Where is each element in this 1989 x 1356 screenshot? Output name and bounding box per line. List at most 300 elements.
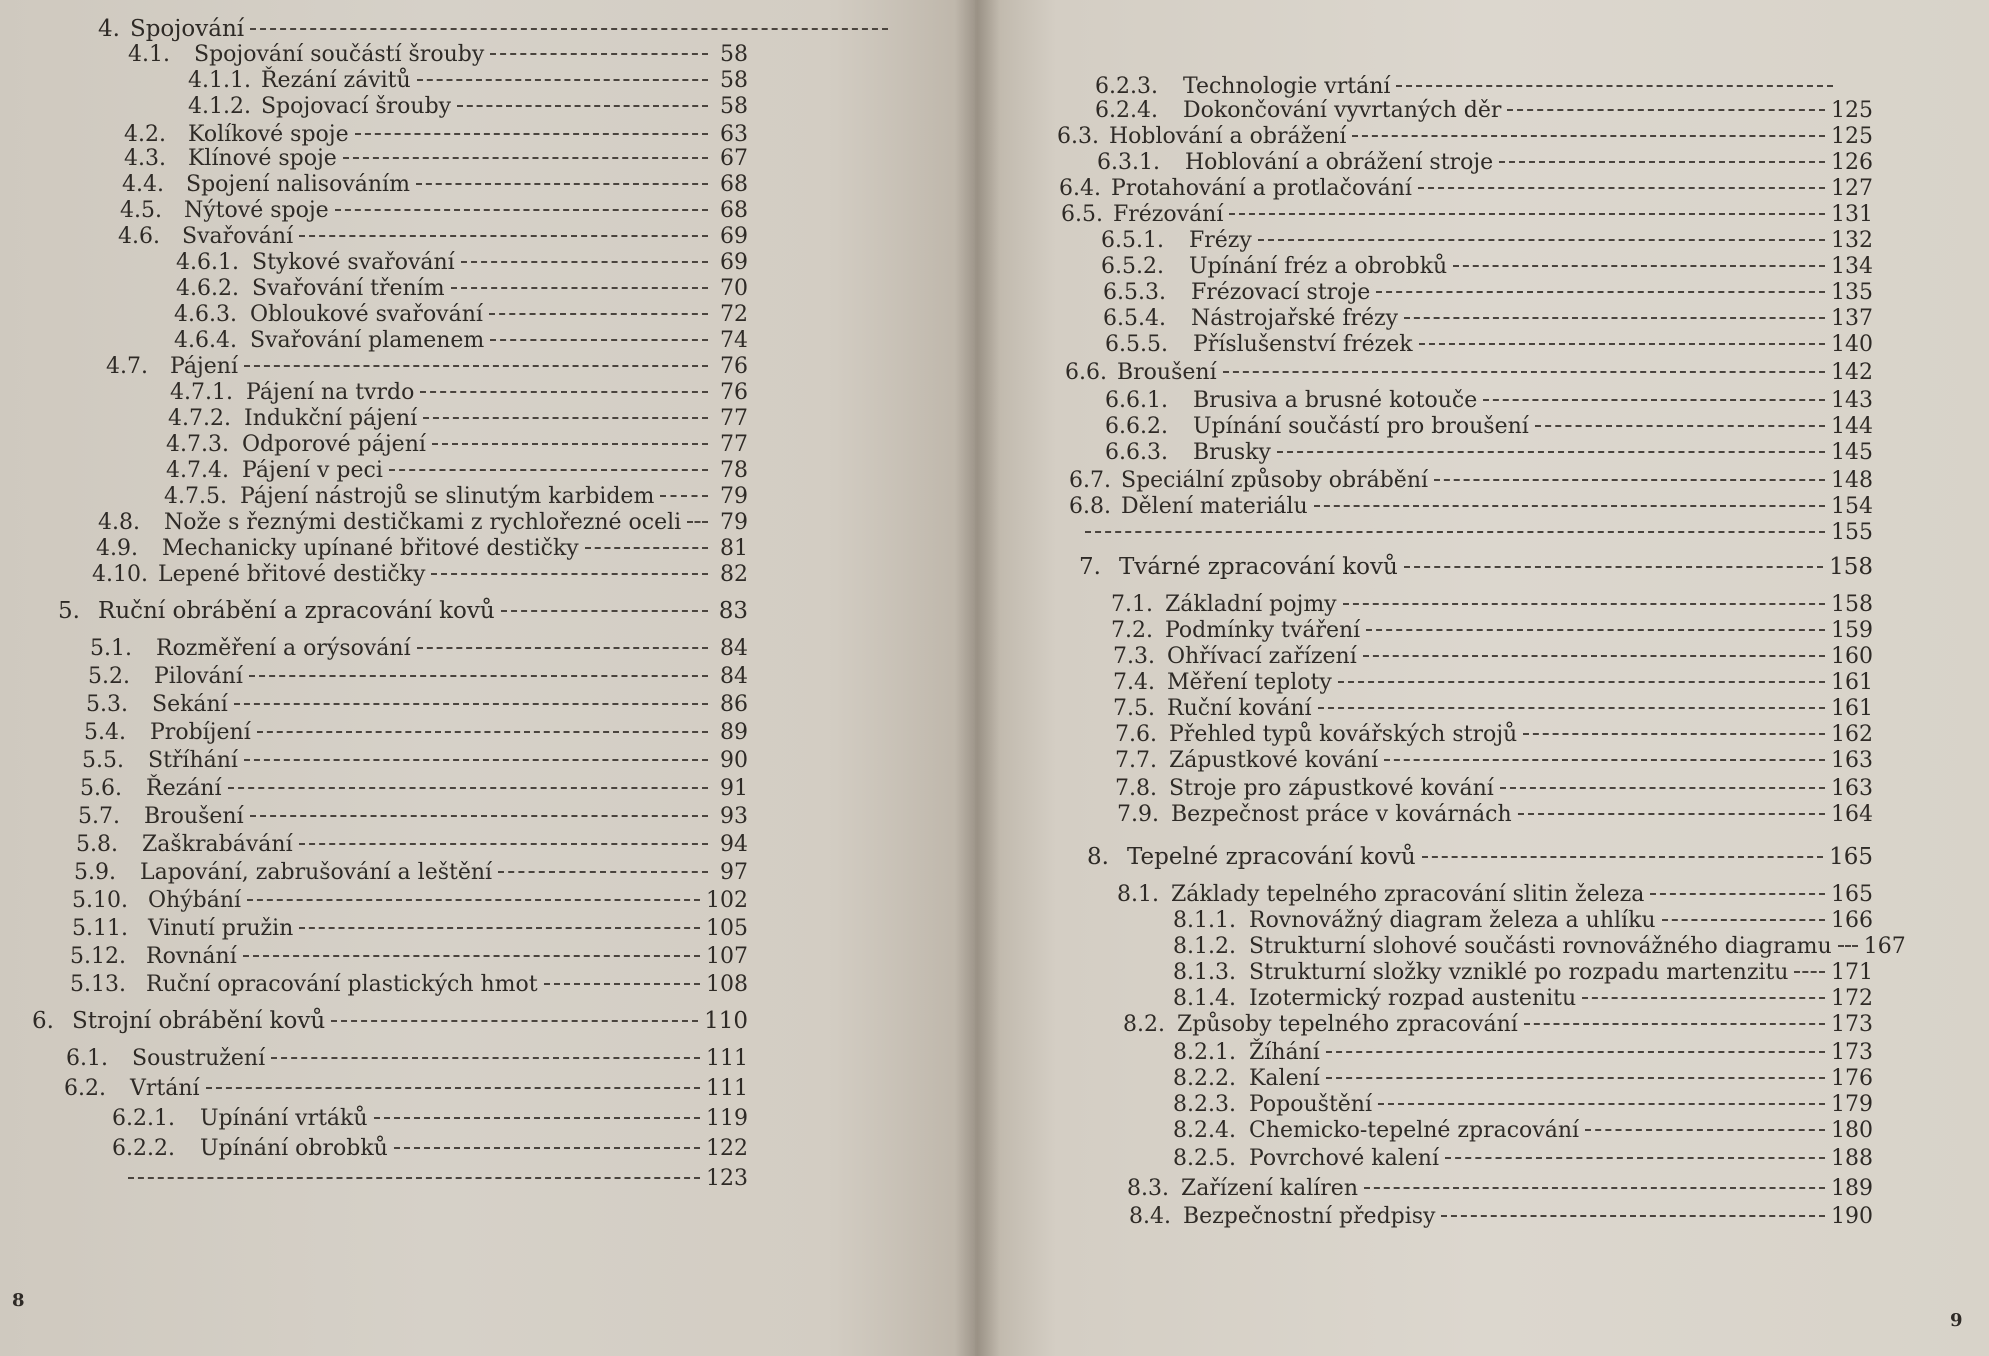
toc-entry-page: 165 [1829, 844, 1873, 870]
toc-entry-number: 5.8. [76, 832, 118, 857]
toc-entry-title: Tepelné zpracování kovů [1127, 844, 1416, 870]
toc-entry-number: 4.8. [98, 510, 140, 535]
toc-entry-title: Dělení materiálu [1121, 494, 1308, 519]
toc-entry-page: 172 [1831, 986, 1873, 1011]
toc-entry [82, 750, 748, 772]
toc-entry [1113, 646, 1873, 668]
toc-entry [164, 486, 748, 508]
toc-entry-number: 6.5.1. [1101, 228, 1164, 253]
dot-leader [234, 703, 708, 705]
toc-entry-title: Bezpečnostní předpisy [1183, 1204, 1436, 1229]
toc-entry-title: Mechanicky upínané břitové destičky [162, 536, 579, 561]
dot-leader [1500, 787, 1825, 789]
dot-leader [1384, 759, 1825, 761]
dot-leader [250, 815, 708, 817]
toc-entry [124, 124, 748, 146]
toc-entry-page: 125 [1831, 124, 1873, 149]
dot-leader [501, 610, 708, 612]
toc-entry [90, 638, 748, 660]
toc-entry [1117, 804, 1873, 826]
toc-entry-number: 4. [98, 16, 120, 42]
dot-leader [489, 313, 708, 315]
toc-entry-page: 79 [720, 484, 748, 509]
toc-entry-title: Povrchové kalení [1249, 1146, 1439, 1171]
right-page [975, 0, 1989, 1356]
toc-entry-page: 111 [706, 1046, 748, 1071]
dot-leader [1499, 161, 1825, 163]
dot-leader [416, 183, 708, 185]
toc-entry-page: 90 [720, 748, 748, 773]
dot-leader [206, 1087, 700, 1089]
toc-entry-number: 6.3.1. [1097, 150, 1160, 175]
toc-entry-page: 93 [720, 804, 748, 829]
toc-entry-title: Broušení [1117, 360, 1217, 385]
toc-entry-number: 4.6.1. [176, 250, 239, 275]
toc-entry-page: 81 [720, 536, 748, 561]
dot-leader [420, 391, 708, 393]
toc-entry-number: 6.1. [66, 1046, 108, 1071]
toc-entry-page: 58 [720, 68, 748, 93]
dot-leader [299, 843, 708, 845]
toc-entry-number: 4.2. [124, 122, 166, 147]
toc-entry [1105, 390, 1873, 412]
toc-entry [98, 512, 748, 534]
dot-leader [490, 339, 708, 341]
dot-leader [498, 871, 708, 873]
toc-entry [1173, 1148, 1873, 1170]
toc-entry-page: 77 [720, 432, 748, 457]
toc-entry-title: Izotermický rozpad austenitu [1249, 986, 1577, 1011]
toc-entry-title: Měření teploty [1167, 670, 1332, 695]
dot-leader [1483, 399, 1825, 401]
toc-entry-number: 8.2.5. [1173, 1146, 1236, 1171]
toc-entry-page: 144 [1831, 414, 1873, 439]
toc-entry [118, 226, 748, 248]
toc-entry-number: 6.2. [64, 1076, 106, 1101]
dot-leader [249, 675, 708, 677]
page-number-left: 8 [12, 1290, 25, 1311]
toc-entry-number: 8.1.3. [1173, 960, 1236, 985]
toc-entry-number: 4.6.4. [174, 328, 237, 353]
toc-entry [88, 666, 748, 688]
toc-entry-title: Frézovací stroje [1191, 280, 1371, 305]
toc-entry-title: Strukturní slohové součásti rovnovážného diagramu [1249, 934, 1832, 959]
toc-entry [1105, 334, 1873, 356]
toc-entry [76, 834, 748, 856]
toc-entry [1057, 126, 1873, 148]
toc-entry-number: 4.5. [120, 198, 162, 223]
dot-leader [457, 105, 708, 107]
toc-entry-page: 94 [720, 832, 748, 857]
toc-entry-number: 5.11. [72, 916, 128, 941]
toc-entry-page: 137 [1831, 306, 1873, 331]
toc-entry-title: Spojovací šrouby [260, 94, 452, 119]
toc-entry [106, 356, 748, 378]
toc-entry [70, 946, 748, 968]
toc-entry [1173, 934, 1906, 959]
dot-leader [1422, 856, 1823, 858]
toc-entry [188, 70, 748, 92]
toc-entry [1173, 1120, 1873, 1142]
toc-entry-title: Lepené břitové destičky [158, 562, 426, 587]
dot-leader [1223, 371, 1825, 373]
dot-leader [331, 1020, 698, 1022]
dot-leader [1229, 213, 1825, 215]
toc-entry-title: Základní pojmy [1165, 592, 1337, 617]
dot-leader [431, 573, 708, 575]
toc-entry-title: Ruční obrábění a zpracování kovů [98, 598, 495, 624]
toc-entry-number: 4.4. [122, 172, 164, 197]
toc-entry-number: 5.9. [74, 860, 116, 885]
toc-entry-page: 76 [720, 354, 748, 379]
toc-entry-number: 4.7.3. [166, 432, 229, 457]
toc-entry-number: 6.7. [1069, 468, 1111, 493]
toc-entry-page: 132 [1831, 228, 1873, 253]
dot-leader [461, 261, 708, 263]
toc-entry-number: 5.2. [88, 664, 130, 689]
toc-entry-page: 72 [720, 302, 748, 327]
toc-entry-number: 8.1.4. [1173, 986, 1236, 1011]
toc-entry-page: 131 [1831, 202, 1873, 227]
toc-entry-number: 7.8. [1115, 776, 1157, 801]
toc-entry-number: 4.7. [106, 354, 148, 379]
toc-entry-title: Strukturní složky vzniklé po rozpadu martenzitu [1249, 960, 1789, 985]
toc-entry-title: Ohřívací zařízení [1167, 644, 1357, 669]
dot-leader [432, 443, 708, 445]
toc-entry-number: 8.2. [1123, 1012, 1165, 1037]
toc-entry-title: Strojní obrábění kovů [72, 1008, 326, 1034]
toc-entry-number: 6.5.2. [1101, 254, 1164, 279]
dot-leader [1524, 1023, 1825, 1025]
toc-entry-number: 6.6.1. [1105, 388, 1168, 413]
toc-entry-number: 4.7.2. [168, 406, 231, 431]
toc-entry-title: Ruční kování [1167, 696, 1312, 721]
toc-entry-title: Stříhání [148, 748, 238, 773]
toc-entry-number: 4.1. [128, 42, 170, 67]
toc-entry-title: Rozměření a orýsování [156, 636, 411, 661]
toc-entry-title: Přehled typů kovářských strojů [1169, 722, 1518, 747]
toc-entry-number: 8.3. [1127, 1176, 1169, 1201]
dot-leader [1434, 479, 1825, 481]
toc-entry [166, 434, 748, 456]
toc-entry-page: 143 [1831, 388, 1873, 413]
toc-entry-number: 8.4. [1129, 1204, 1171, 1229]
toc-entry-title: Zaškrabávání [142, 832, 293, 857]
toc-entry [1095, 76, 1873, 98]
dot-leader [1419, 343, 1825, 345]
dot-leader [1085, 531, 1825, 533]
toc-entry-page: 69 [720, 224, 748, 249]
toc-entry-page: 74 [720, 328, 748, 353]
toc-entry [1173, 988, 1873, 1010]
toc-entry-number: 7.3. [1113, 644, 1155, 669]
dot-leader [1650, 893, 1825, 895]
toc-entry-page: 68 [720, 172, 748, 197]
dot-leader [1585, 1129, 1825, 1131]
toc-entry-page: 164 [1831, 802, 1873, 827]
toc-entry-page: 158 [1831, 592, 1873, 617]
toc-entry [176, 278, 748, 300]
dot-leader [1277, 451, 1825, 453]
toc-entry-title: Nástrojařské frézy [1191, 306, 1399, 331]
toc-entry-page: 77 [720, 406, 748, 431]
toc-entry-number: 7.7. [1115, 748, 1157, 773]
toc-entry [1101, 230, 1873, 252]
toc-entry-title: Stykové svařování [252, 250, 455, 275]
toc-entry-page: 111 [706, 1076, 748, 1101]
toc-entry-title: Hoblování a obrážení stroje [1185, 150, 1494, 175]
dot-leader [1523, 733, 1825, 735]
toc-entry [1079, 556, 1873, 579]
toc-entry-page: 171 [1831, 960, 1873, 985]
toc-entry-title: Svařování [182, 224, 294, 249]
dot-leader [243, 955, 700, 957]
toc-entry [1113, 672, 1873, 694]
toc-entry-number: 4.9. [96, 536, 138, 561]
dot-leader [394, 1147, 700, 1149]
toc-entry-number: 6.5. [1061, 202, 1103, 227]
toc-entry-title: Protahování a protlačování [1111, 176, 1412, 201]
toc-entry [1129, 1206, 1873, 1228]
toc-entry [112, 1108, 748, 1130]
toc-entry-number: 8. [1087, 844, 1109, 870]
dot-leader [1343, 603, 1825, 605]
toc-entry-page: 167 [1863, 934, 1906, 959]
dot-leader [1404, 317, 1825, 319]
dot-leader [1445, 1157, 1825, 1159]
dot-leader [687, 521, 708, 523]
toc-entry [166, 460, 748, 482]
toc-entry [1105, 442, 1873, 464]
toc-entry-number: 5.10. [72, 888, 128, 913]
toc-entry-page: 91 [720, 776, 748, 801]
toc-entry-title: Vrtání [130, 1076, 200, 1101]
toc-entry [1059, 178, 1873, 200]
toc-entry [1101, 256, 1873, 278]
dot-leader [389, 469, 708, 471]
toc-entry [92, 564, 748, 586]
toc-entry [32, 1010, 748, 1033]
toc-entry [80, 778, 748, 800]
toc-entry-page: 79 [720, 510, 748, 535]
toc-entry-page: 58 [720, 94, 748, 119]
page-number-right: 9 [1950, 1310, 1963, 1331]
toc-entry [98, 18, 928, 41]
toc-entry-title: Indukční pájení [244, 406, 418, 431]
toc-entry [112, 1168, 748, 1190]
dot-leader [250, 28, 888, 30]
toc-entry-number: 6.2.4. [1095, 98, 1158, 123]
toc-entry [124, 148, 748, 170]
toc-entry [1115, 778, 1873, 800]
toc-entry-number: 7.4. [1113, 670, 1155, 695]
toc-entry-page: 148 [1831, 468, 1873, 493]
toc-entry-page: 155 [1831, 520, 1873, 545]
dot-leader [228, 787, 709, 789]
toc-entry-title: Sekání [152, 692, 228, 717]
toc-entry [78, 806, 748, 828]
toc-entry-number: 5.5. [82, 748, 124, 773]
toc-entry-page: 166 [1831, 908, 1873, 933]
toc-entry-title: Upínání součástí pro broušení [1193, 414, 1529, 439]
toc-entry-title: Popouštění [1249, 1092, 1373, 1117]
toc-entry-page: 89 [720, 720, 748, 745]
toc-entry-title: Pilování [154, 664, 243, 689]
toc-entry-title: Brusky [1193, 440, 1271, 465]
dot-leader [1453, 265, 1825, 267]
dot-leader [1378, 1103, 1825, 1105]
toc-entry-page: 78 [720, 458, 748, 483]
toc-entry-number: 6.6. [1065, 360, 1107, 385]
toc-entry-page: 188 [1831, 1146, 1873, 1171]
toc-entry-number: 6.5.5. [1105, 332, 1168, 357]
left-page [0, 0, 975, 1356]
toc-entry-page: 76 [720, 380, 748, 405]
toc-entry [70, 974, 748, 996]
dot-leader [1441, 1215, 1825, 1217]
toc-entry-title: Spojování [129, 16, 245, 42]
toc-entry [188, 96, 748, 118]
toc-entry-title: Kalení [1249, 1066, 1320, 1091]
dot-leader [343, 157, 708, 159]
toc-entry [1173, 1094, 1873, 1116]
toc-entry-number: 4.6.2. [176, 276, 239, 301]
dot-leader [1258, 239, 1825, 241]
toc-entry-page: 126 [1831, 150, 1873, 175]
toc-entry-page: 165 [1831, 882, 1873, 907]
toc-entry-number: 4.1.2. [188, 94, 251, 119]
toc-entry [74, 862, 748, 884]
toc-entry-page: 163 [1831, 776, 1873, 801]
toc-entry-number: 4.1.1. [188, 68, 251, 93]
toc-entry [86, 694, 748, 716]
toc-entry-number: 5. [58, 598, 80, 624]
toc-entry-page: 176 [1831, 1066, 1873, 1091]
toc-entry [176, 252, 748, 274]
dot-leader [335, 209, 708, 211]
toc-entry-title: Základy tepelného zpracování slitin železa [1171, 882, 1645, 907]
toc-entry-number: 6.2.3. [1095, 74, 1158, 99]
toc-entry [174, 330, 748, 352]
toc-entry-number: 5.7. [78, 804, 120, 829]
toc-entry-page: 173 [1831, 1040, 1873, 1065]
dot-leader [1396, 85, 1833, 87]
toc-entry-number: 8.1.2. [1173, 934, 1236, 959]
toc-entry-page: 110 [704, 1008, 748, 1034]
toc-entry [122, 174, 748, 196]
toc-entry-title: Technologie vrtání [1183, 74, 1391, 99]
dot-leader [1518, 813, 1825, 815]
toc-entry [1105, 416, 1873, 438]
toc-entry-number: 4.7.1. [170, 380, 233, 405]
toc-entry-title: Příslušenství frézek [1193, 332, 1413, 357]
toc-entry [66, 1048, 748, 1070]
toc-entry [1115, 724, 1873, 746]
dot-leader [244, 365, 708, 367]
dot-leader [1364, 1187, 1825, 1189]
toc-entry-number: 8.2.2. [1173, 1066, 1236, 1091]
toc-entry-title: Upínání fréz a obrobků [1189, 254, 1448, 279]
toc-entry [96, 538, 748, 560]
dot-leader [247, 899, 700, 901]
toc-entry-title: Svařování třením [252, 276, 445, 301]
dot-leader [585, 547, 708, 549]
dot-leader [374, 1117, 700, 1119]
toc-entry-title: Upínání vrtáků [200, 1106, 368, 1131]
toc-entry-title: Zařízení kalíren [1181, 1176, 1358, 1201]
toc-entry [1123, 1014, 1873, 1036]
toc-entry-title: Dokončování vyvrtaných děr [1183, 98, 1502, 123]
dot-leader [1338, 681, 1825, 683]
dot-leader [660, 495, 708, 497]
toc-entry-page: 173 [1831, 1012, 1873, 1037]
toc-entry [1127, 1178, 1873, 1200]
toc-entry-page: 68 [720, 198, 748, 223]
toc-entry-number: 6.4. [1059, 176, 1101, 201]
toc-entry-number: 7.1. [1111, 592, 1153, 617]
toc-entry [1173, 1068, 1873, 1090]
toc-entry-number: 7.5. [1113, 696, 1155, 721]
toc-entry-number: 6.3. [1057, 124, 1099, 149]
toc-entry-page: 127 [1831, 176, 1873, 201]
toc-entry-title: Broušení [144, 804, 244, 829]
toc-entry-page: 180 [1831, 1118, 1873, 1143]
dot-leader [417, 647, 708, 649]
toc-entry-title: Bezpečnost práce v kovárnách [1171, 802, 1512, 827]
dot-leader [1352, 135, 1825, 137]
toc-entry-number: 7.2. [1111, 618, 1153, 643]
toc-entry-title: Frézování [1113, 202, 1224, 227]
toc-entry-title: Speciální způsoby obrábění [1121, 468, 1429, 493]
toc-entry-title: Pájení na tvrdo [246, 380, 415, 405]
toc-entry-page: 160 [1831, 644, 1873, 669]
toc-entry-page: 142 [1831, 360, 1873, 385]
toc-entry [84, 722, 748, 744]
toc-entry-title: Klínové spoje [188, 146, 337, 171]
toc-entry-number: 6.8. [1069, 494, 1111, 519]
dot-leader [128, 1177, 700, 1179]
toc-entry-number: 6.5.4. [1103, 306, 1166, 331]
toc-entry-number: 8.2.1. [1173, 1040, 1236, 1065]
toc-entry-page: 102 [706, 888, 748, 913]
toc-entry-title: Odporové pájení [242, 432, 426, 457]
toc-entry-title: Kolíkové spoje [188, 122, 349, 147]
toc-entry-number: 6.5.3. [1103, 280, 1166, 305]
toc-entry [120, 200, 748, 222]
toc-entry-number: 4.3. [124, 146, 166, 171]
toc-entry [1103, 282, 1873, 304]
toc-entry-number: 8.2.4. [1173, 1118, 1236, 1143]
dot-leader [1838, 945, 1858, 947]
toc-entry-page: 86 [720, 692, 748, 717]
toc-entry-title: Vinutí pružin [148, 916, 294, 941]
dot-leader [1314, 505, 1825, 507]
toc-entry-number: 7.9. [1117, 802, 1159, 827]
toc-entry [1115, 750, 1873, 772]
toc-entry-number: 6.6.2. [1105, 414, 1168, 439]
dot-leader [299, 927, 700, 929]
toc-entry [1087, 846, 1873, 869]
toc-entry-page: 190 [1831, 1204, 1873, 1229]
toc-entry-number: 5.13. [70, 972, 126, 997]
toc-entry-number: 5.1. [90, 636, 132, 661]
toc-entry-title: Pájení v peci [242, 458, 383, 483]
toc-entry-title: Způsoby tepelného zpracování [1177, 1012, 1518, 1037]
toc-entry-title: Lapování, zabrušování a leštění [140, 860, 493, 885]
dot-leader [355, 133, 708, 135]
toc-entry [112, 1138, 748, 1160]
toc-entry [1111, 594, 1873, 616]
